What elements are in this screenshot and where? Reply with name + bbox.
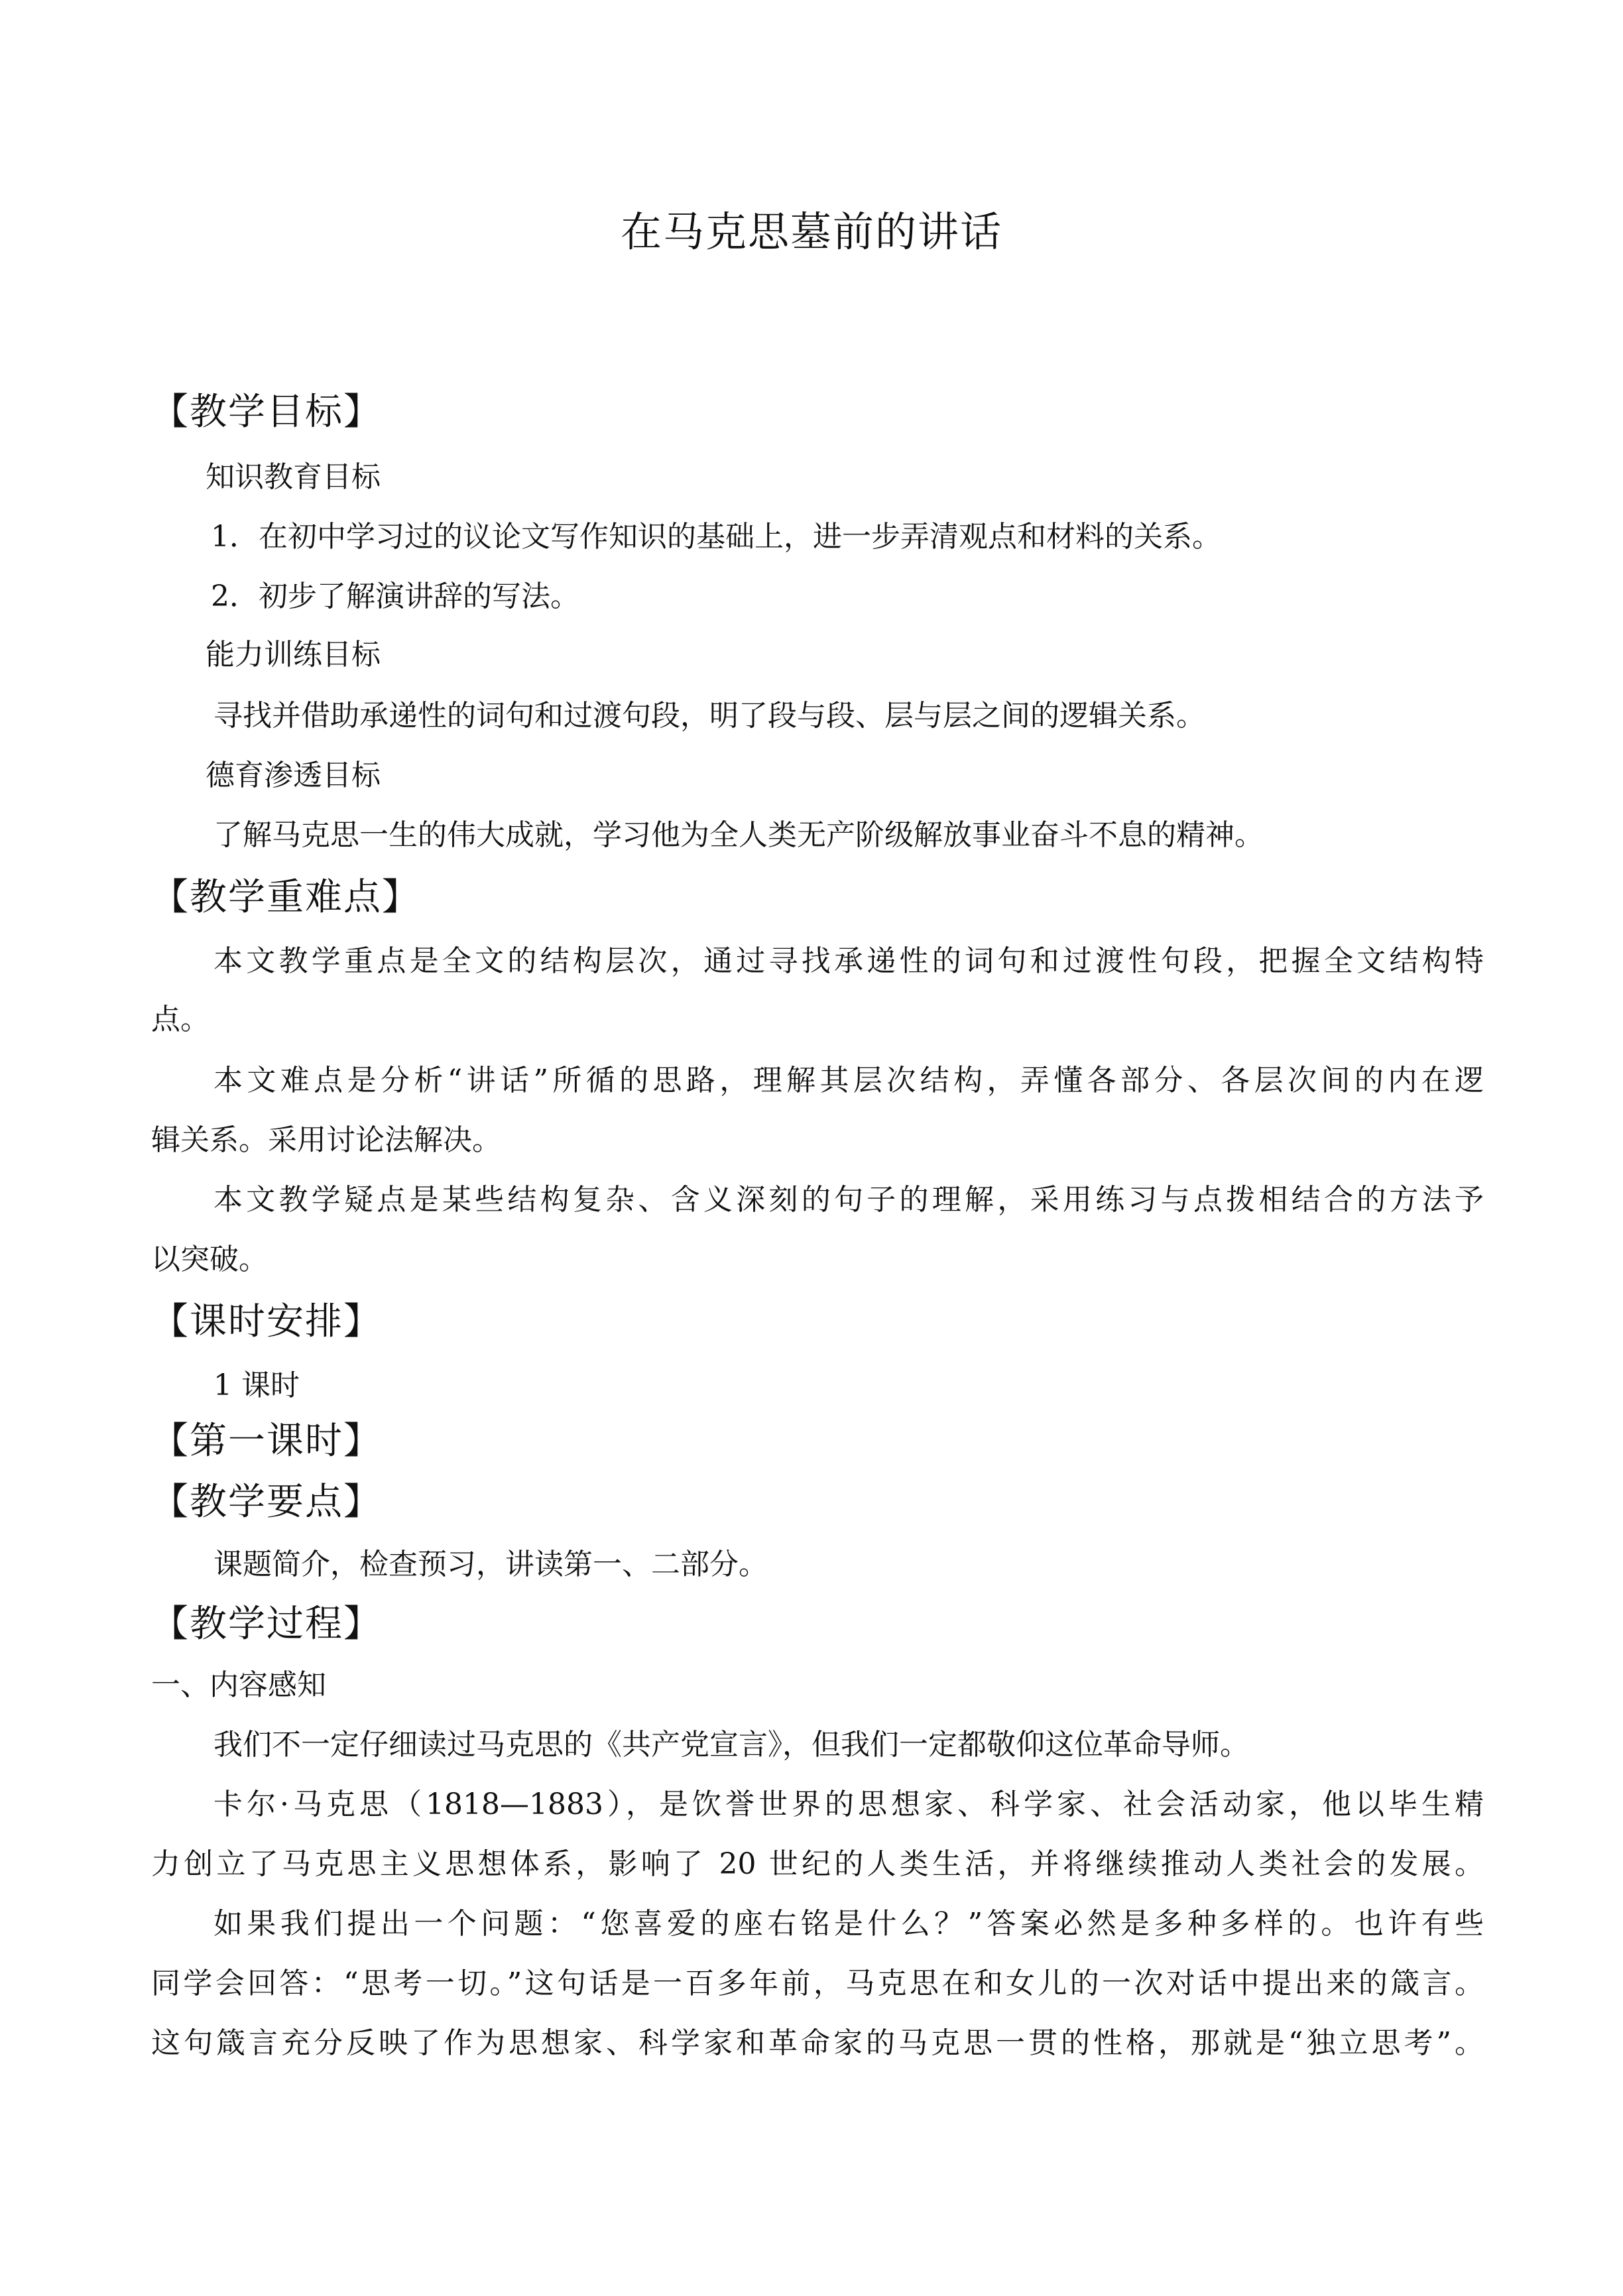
key-point-paragraph-1-line-1: 本文教学重点是全文的结构层次，通过寻找承递性的词句和过渡性句段，把握全文结构特 — [213, 944, 1484, 978]
process-paragraph-2-line-2: 力创立了马克思主义思想体系，影响了 20 世纪的人类生活，并将继续推动人类社会的发展。 — [151, 1847, 1484, 1881]
section-heading-schedule: 【课时安排】 — [151, 1300, 382, 1343]
section-heading-lesson-one: 【第一课时】 — [151, 1420, 382, 1463]
key-point-paragraph-3-line-1: 本文教学疑点是某些结构复杂、含义深刻的句子的理解，采用练习与点拨相结合的方法予 — [213, 1183, 1484, 1217]
knowledge-objective-2: 2．初步了解演讲辞的写法。 — [211, 579, 579, 613]
key-point-paragraph-2-line-2: 辑关系。采用讨论法解决。 — [151, 1123, 501, 1157]
section-heading-main-points: 【教学要点】 — [151, 1480, 382, 1524]
moral-objective-label: 德育渗透目标 — [206, 758, 381, 792]
knowledge-objective-1: 1．在初中学习过的议论文写作知识的基础上，进一步弄清观点和材料的关系。 — [211, 520, 1221, 554]
section-heading-process: 【教学过程】 — [151, 1602, 382, 1646]
process-paragraph-2-line-1: 卡尔·马克思（1818—1883），是饮誉世界的思想家、科学家、社会活动家，他以毕生精 — [213, 1787, 1484, 1821]
section-heading-objectives: 【教学目标】 — [151, 391, 382, 434]
process-paragraph-1: 我们不一定仔细读过马克思的《共产党宣言》，但我们一定都敬仰这位革命导师。 — [213, 1728, 1249, 1762]
key-point-paragraph-1-line-2: 点。 — [151, 1002, 210, 1036]
key-point-paragraph-3-line-2: 以突破。 — [151, 1242, 268, 1276]
process-paragraph-3-line-2: 同学会回答：“思考一切。”这句话是一百多年前，马克思在和女儿的一次对话中提出来的箴言。 — [151, 1966, 1484, 2000]
page-title: 在马克思墓前的讲话 — [620, 208, 1002, 256]
ability-objective-label: 能力训练目标 — [206, 638, 381, 672]
process-paragraph-3-line-3: 这句箴言充分反映了作为思想家、科学家和革命家的马克思一贯的性格，那就是“独立思考”。 — [151, 2026, 1484, 2060]
key-point-paragraph-2-line-1: 本文难点是分析“讲话”所循的思路，理解其层次结构，弄懂各部分、各层次间的内在逻 — [213, 1063, 1484, 1097]
knowledge-objective-label: 知识教育目标 — [206, 460, 381, 494]
ability-objective-text: 寻找并借助承递性的词句和过渡句段，明了段与段、层与层之间的逻辑关系。 — [213, 699, 1205, 733]
main-points-text: 课题简介，检查预习，讲读第一、二部分。 — [213, 1547, 768, 1581]
schedule-text: 1 课时 — [213, 1368, 300, 1402]
section-heading-key-points: 【教学重难点】 — [151, 876, 420, 919]
process-paragraph-3-line-1: 如果我们提出一个问题：“您喜爱的座右铭是什么？”答案必然是多种多样的。也许有些 — [213, 1907, 1484, 1941]
process-subsection-1: 一、内容感知 — [151, 1668, 326, 1702]
moral-objective-text: 了解马克思一生的伟大成就，学习他为全人类无产阶级解放事业奋斗不息的精神。 — [213, 818, 1264, 852]
